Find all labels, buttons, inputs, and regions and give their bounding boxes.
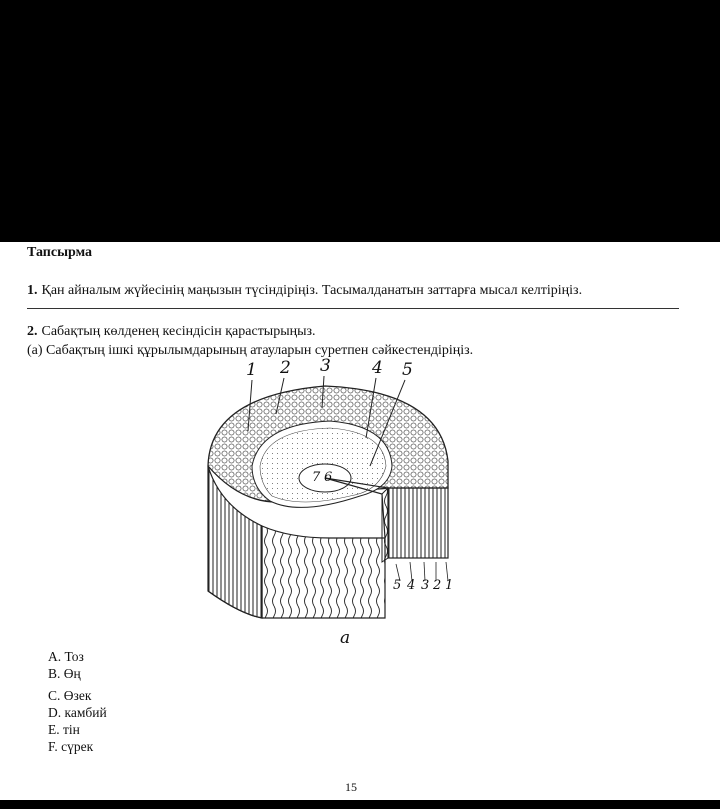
question-1 <box>27 283 582 299</box>
label-bottom-2: 2 <box>433 578 442 593</box>
worksheet-page <box>0 242 720 800</box>
label-bottom-4: 4 <box>407 578 416 593</box>
question-2a-text: (а) Сабақтың ішкі құрылымдарының атауларын суретпен сәйкестендіріңіз. <box>27 343 474 358</box>
option-c: C. Өзек <box>48 688 92 703</box>
label-center-7: 7 <box>312 470 321 485</box>
page-number: 15 <box>345 780 357 794</box>
option-d: D. камбий <box>48 705 107 720</box>
label-bottom-5: 5 <box>393 578 402 593</box>
answer-options <box>48 648 107 755</box>
question-2-text: Сабақтың көлденең кесіндісін қарастырыңыз. <box>41 324 316 339</box>
task-heading: Тапсырма <box>27 245 93 260</box>
label-center-6: 6 <box>324 470 333 485</box>
divider-line <box>27 308 679 309</box>
label-top-1: 1 <box>246 360 257 380</box>
option-e: E. тін <box>48 722 80 737</box>
question-2-number: 2. <box>27 324 38 339</box>
question-1-text: Қан айналым жүйесінің маңызын түсіндіріңіз. Тасымалданатын заттарға мысал келтіріңіз. <box>41 283 583 298</box>
question-1-number: 1. <box>27 283 38 298</box>
label-top-3: 3 <box>320 356 331 376</box>
figure-caption: а <box>340 628 351 648</box>
label-top-2: 2 <box>280 358 291 378</box>
label-top-5: 5 <box>402 360 413 380</box>
option-b: B. Өң <box>48 666 81 681</box>
question-2 <box>27 324 316 340</box>
option-f: F. сүрек <box>48 739 94 754</box>
label-bottom-1: 1 <box>445 578 454 593</box>
stem-cross-section-figure <box>200 356 470 651</box>
option-a: A. Тоз <box>48 649 84 664</box>
stem-diagram <box>200 366 470 651</box>
label-top-4: 4 <box>372 358 383 378</box>
label-bottom-3: 3 <box>421 578 430 593</box>
